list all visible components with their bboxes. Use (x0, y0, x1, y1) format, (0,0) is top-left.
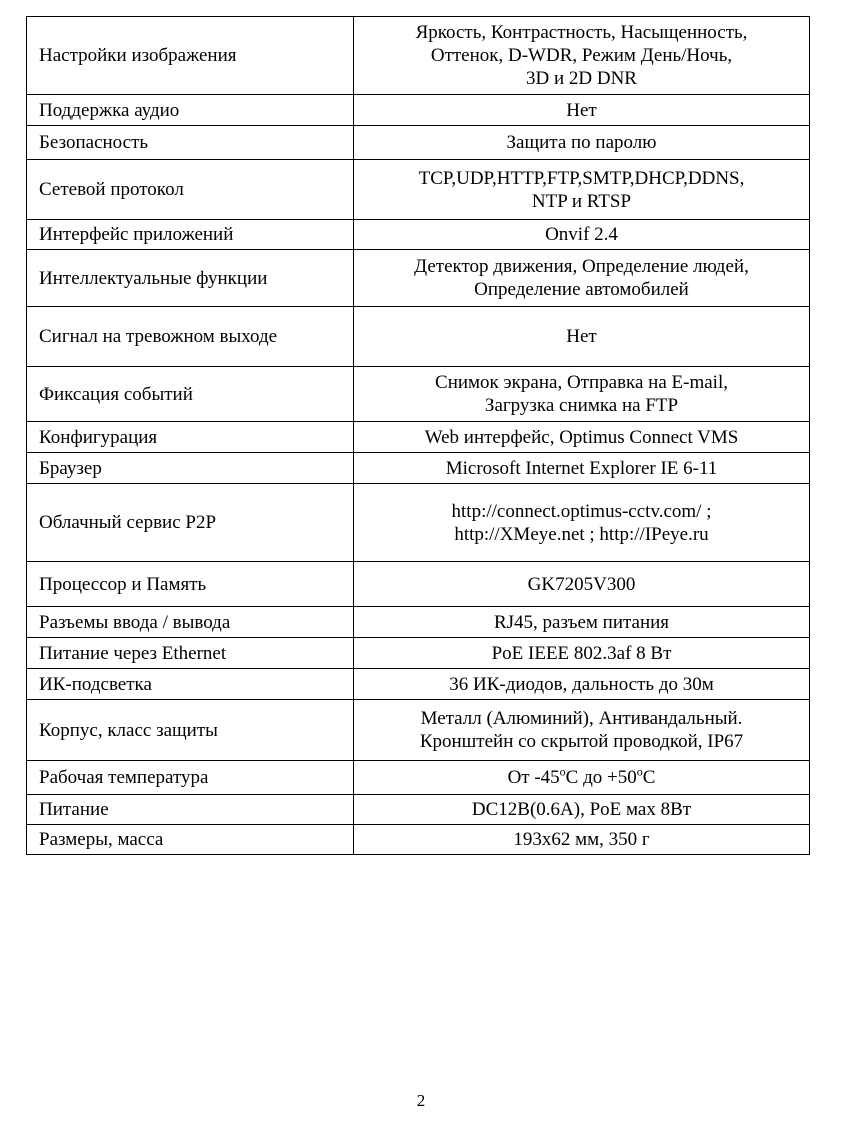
value-line: 36 ИК-диодов, дальность до 30м (449, 673, 714, 695)
row-label: Поддержка аудио (27, 95, 354, 126)
value-line: Onvif 2.4 (545, 224, 618, 245)
value-line: http://connect.optimus-cctv.com/ ; (451, 500, 712, 522)
value-line: Оттенок, D-WDR, Режим День/Ночь, (430, 45, 733, 66)
value-line: TCP,UDP,HTTP,FTP,SMTP,DHCP,DDNS, (418, 167, 745, 189)
value-line: DC12В(0.6А), PoE мах 8Вт (471, 799, 692, 820)
table-row (27, 307, 810, 367)
row-value (354, 562, 810, 607)
row-value (354, 825, 810, 855)
row-value (354, 367, 810, 422)
value-line: PoE IEEE 802.3af 8 Вт (491, 642, 672, 664)
row-label: Питание (27, 795, 354, 825)
temperature-from: От -45 (507, 767, 560, 788)
row-value (354, 484, 810, 562)
table-row (27, 17, 810, 95)
value-line: Нет (566, 99, 597, 121)
value-line: 3D и 2D DNR (526, 68, 637, 89)
row-value (354, 453, 810, 484)
table-row (27, 795, 810, 825)
table-row (27, 367, 810, 422)
row-value (354, 638, 810, 669)
page-number: 2 (416, 1091, 426, 1110)
row-label: Конфигурация (27, 422, 354, 453)
value-line: Кронштейн со скрытой проводкой, IP67 (419, 731, 744, 752)
value-line: Металл (Алюминий), Антивандальный. (420, 708, 743, 729)
row-value (354, 126, 810, 160)
row-label: Интеллектуальные функции (27, 250, 354, 307)
table-row (27, 761, 810, 795)
table-row (27, 250, 810, 307)
table-row (27, 825, 810, 855)
value-line: Яркость, Контрастность, Насыщенность, (415, 22, 748, 43)
row-label: Настройки изображения (27, 17, 354, 95)
temperature-to: C до +50 (565, 767, 637, 788)
table-row (27, 669, 810, 700)
row-label: Процессор и Память (27, 562, 354, 607)
table-row (27, 562, 810, 607)
row-label: Облачный сервис P2P (27, 484, 354, 562)
degree-sign: o (559, 764, 566, 779)
temperature-unit: C (642, 767, 656, 788)
row-label: Размеры, масса (27, 825, 354, 855)
row-value (354, 607, 810, 638)
row-value (354, 160, 810, 220)
row-value (354, 669, 810, 700)
table-row (27, 126, 810, 160)
row-label: Рабочая температура (27, 761, 354, 795)
value-line: Детектор движения, Определение людей, (414, 256, 749, 277)
row-label: Интерфейс приложений (27, 220, 354, 250)
table-row (27, 220, 810, 250)
row-label: Питание через Ethernet (27, 638, 354, 669)
value-line: Microsoft Internet Explorer IE 6-11 (445, 457, 718, 479)
row-value (354, 250, 810, 307)
value-line: Определение автомобилей (474, 279, 689, 300)
table-row (27, 422, 810, 453)
value-line: http://XMeye.net ; http://IPeye.ru (454, 523, 709, 545)
value-line: NTP и RTSP (531, 190, 632, 212)
row-label: Разъемы ввода / вывода (27, 607, 354, 638)
value-line: Защита по паролю (506, 132, 657, 153)
value-line: Нет (566, 326, 597, 347)
value-line: RJ45, разъем питания (493, 611, 670, 633)
table-row (27, 607, 810, 638)
row-value (354, 220, 810, 250)
row-label: Фиксация событий (27, 367, 354, 422)
value-line: GK7205V300 (527, 573, 636, 595)
row-value (354, 700, 810, 761)
row-label: Браузер (27, 453, 354, 484)
table-row (27, 453, 810, 484)
value-line: Снимок экрана, Отправка на E-mail, (435, 372, 728, 393)
degree-sign: o (636, 764, 643, 779)
table-row (27, 700, 810, 761)
row-value (354, 17, 810, 95)
value-line: Загрузка снимка на FTP (484, 395, 679, 416)
row-label: Безопасность (27, 126, 354, 160)
row-value (354, 761, 810, 795)
row-value (354, 95, 810, 126)
row-label: ИК-подсветка (27, 669, 354, 700)
table-row (27, 160, 810, 220)
row-label: Сетевой протокол (27, 160, 354, 220)
table-row (27, 638, 810, 669)
value-line: 193х62 мм, 350 г (513, 829, 650, 850)
row-value (354, 795, 810, 825)
table-row (27, 484, 810, 562)
row-value (354, 307, 810, 367)
row-label: Корпус, класс защиты (27, 700, 354, 761)
row-label: Сигнал на тревожном выходе (27, 307, 354, 367)
specifications-table (26, 16, 810, 855)
value-line: Web интерфейс, Optimus Connect VMS (424, 426, 739, 448)
table-row (27, 95, 810, 126)
row-value (354, 422, 810, 453)
